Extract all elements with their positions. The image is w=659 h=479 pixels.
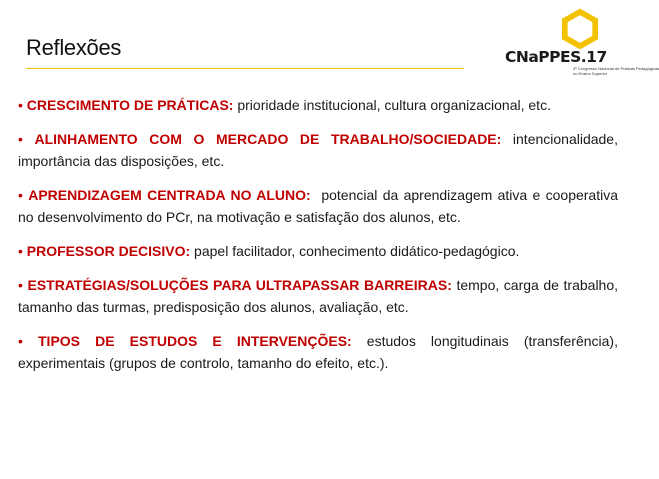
list-item [18,240,618,262]
bullet: • [18,277,23,293]
item-text: intencionalidade, importância das disposições, etc. [18,131,618,169]
list-item [18,330,618,374]
slide-title: Reflexões [26,35,122,60]
item-heading: ESTRATÉGIAS/SOLUÇÕES PARA ULTRAPASSAR BARREIRAS: [27,277,452,293]
item-text: tempo, carga de trabalho, tamanho das turmas, predisposição dos alunos, avaliação, etc. [18,277,619,315]
item-text: papel facilitador, conhecimento didático-pedagógico. [190,243,520,259]
hexagon-logo-icon [561,10,599,48]
item-heading: TIPOS DE ESTUDOS E INTERVENÇÕES: [38,333,352,349]
logo-subtitle: 3º Congresso Nacional de Práticas Pedagógicas no Ensino Superior [573,66,659,76]
item-heading: APRENDIZAGEM CENTRADA NO ALUNO: [28,187,311,203]
cnappes-logo [505,10,659,80]
bullet: • [18,97,23,113]
item-heading: PROFESSOR DECISIVO: [26,243,191,259]
bullet: • [18,243,23,259]
logo-wordmark: CNaPPES.17 [505,48,607,66]
title-underline [26,68,464,69]
bullet: • [18,131,23,147]
bullet: • [18,187,23,203]
item-heading: CRESCIMENTO DE PRÁTICAS: [26,97,234,113]
item-heading: ALINHAMENTO COM O MERCADO DE TRABALHO/SOCIEDADE: [34,131,502,147]
reflection-list [18,94,622,386]
item-text: estudos longitudinais (transferência), experimentais (grupos de controlo, tamanho do efeito, etc.). [18,333,618,371]
list-item [18,128,618,172]
list-item [18,184,622,228]
list-item [18,274,618,318]
item-text: prioridade institucional, cultura organizacional, etc. [233,97,551,113]
bullet: • [18,333,23,349]
item-text: potencial da aprendizagem ativa e cooperativa no desenvolvimento do PCr, na motivação e satisfação dos alunos, etc. [18,187,622,225]
list-item [18,94,618,116]
